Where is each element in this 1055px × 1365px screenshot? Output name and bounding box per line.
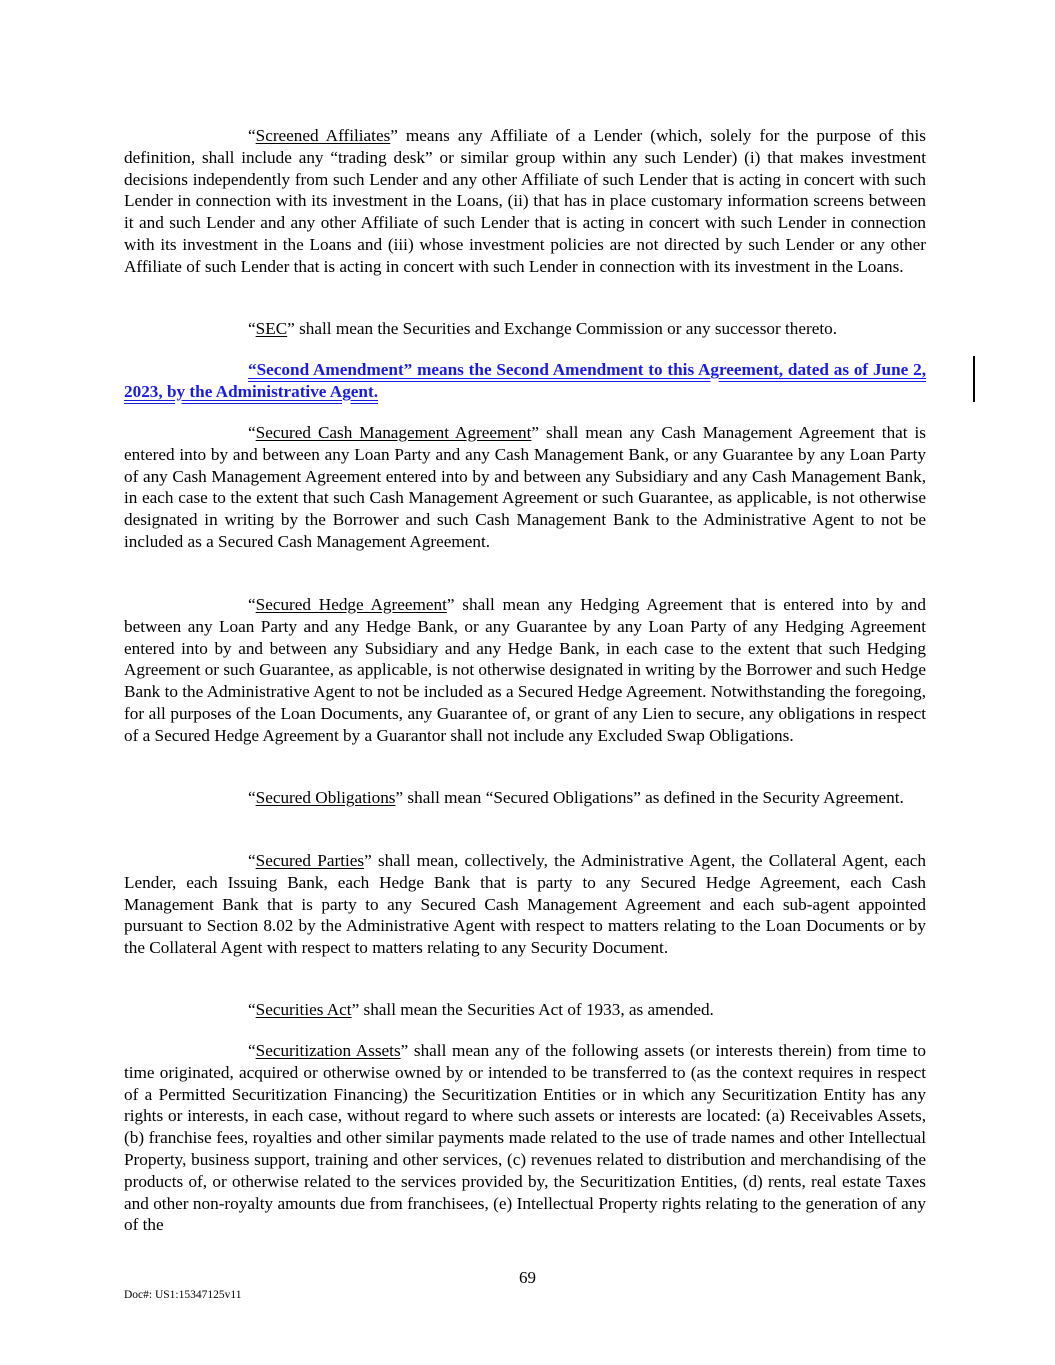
defined-term: Secured Hedge Agreement <box>255 595 447 614</box>
defined-term: Securitization Assets <box>255 1041 401 1060</box>
defined-term: Secured Parties <box>255 851 365 870</box>
definition-text: ” shall mean any Hedging Agreement that is entered into by and between any Loan Party and any Hedge Bank, or any Guarantee by any Loan Party of any Hedging Agreement entered into by and between any Subsidiary and any Hedge Bank, in each case to the extent that such Hedging Agreement or such Guarantee, as applicable, is not otherwise designated in writing by the Borrower and such Hedge Bank to the Administrative Agent to not be included as a Secured Hedge Agreement. Notwithstanding the foregoing, for all purposes of the Loan Documents, any Guarantee of, or grant of any Lien to secure, any obligations in respect of a Secured Hedge Agreement by a Guarantor shall not include any Excluded Swap Obligations. <box>124 595 926 745</box>
definition-text: ” shall mean the Securities and Exchange Commission or any successor thereto. <box>287 319 838 338</box>
definition-text: ” shall mean any of the following assets (or interests therein) from time to time originated, acquired or otherwise owned by or intended to be transferred to (as the context requires in respect of a Permitted Securitization Financing) the Securitization Entities or in which any Securitization Entity has any rights or interests, in each case, without regard to where such assets or interests are located: (a) Receivables Assets, (b) franchise fees, royalties and other similar payments made related to the use of trade names and other Intellectual Property, business support, training and other services, (c) revenues related to distribution and merchandising of the products of, or otherwise related to the services provided by, the Securitization Entities, (d) rents, real estate Taxes and other non-royalty amounts due from franchisees, (e) Intellectual Property rights relating to the generation of any of the <box>124 1041 926 1235</box>
definition-text: ” shall mean, collectively, the Administrative Agent, the Collateral Agent, each Lender, each Issuing Bank, each Hedge Bank that is party to any Secured Hedge Agreement, each Cash Management Bank that is party to any Secured Cash Management Agreement and each sub-agent appointed pursuant to Section 8.02 by the Administrative Agent with respect to matters relating to the Loan Documents or by the Collateral Agent with respect to matters relating to any Security Document. <box>124 851 926 958</box>
definition-secured-cash-management-agreement: “Secured Cash Management Agreement” shall mean any Cash Management Agreement that is entered into by and between any Loan Party and any Cash Management Bank, or any Guarantee by any Loan Party of any Cash Management Agreement entered into by and between any Subsidiary and any Cash Management Bank, in each case to the extent that such Cash Management Agreement or such Guarantee, as applicable, is not otherwise designated in writing by the Borrower and such Cash Management Bank to the Administrative Agent to not be included as a Secured Cash Management Agreement. <box>124 423 926 551</box>
definition-text: ” shall mean the Securities Act of 1933, as amended. <box>351 1000 714 1019</box>
definition-text: ” shall mean any Cash Management Agreement that is entered into by and between any Loan Party and any Cash Management Bank, or any Guarantee by any Loan Party of any Cash Management Agreement entered into by and between any Subsidiary and any Cash Management Bank, in each case to the extent that such Cash Management Agreement or such Guarantee, as applicable, is not otherwise designated in writing by the Borrower and such Cash Management Bank to the Administrative Agent to not be included as a Secured Cash Management Agreement. <box>124 423 926 551</box>
defined-term: Secured Obligations <box>255 788 396 807</box>
definition-secured-obligations: “Secured Obligations” shall mean “Secured Obligations” as defined in the Security Agreement. <box>248 788 904 807</box>
defined-term: Screened Affiliates <box>255 126 391 145</box>
defined-term: SEC <box>255 319 288 338</box>
definition-text: ” shall mean “Secured Obligations” as defined in the Security Agreement. <box>395 788 904 807</box>
change-bar <box>973 356 975 402</box>
document-id-footer: Doc#: US1:15347125v11 <box>124 1289 242 1301</box>
page-number: 69 <box>519 1268 536 1287</box>
definition-text: ” means any Affiliate of a Lender (which, solely for the purpose of this definition, shall include any “trading desk” or similar group within any such Lender) (i) that makes investment decisions independently from such Lender and any other Affiliate of such Lender that is acting in concert with such Lender in connection with its investment in the Loans, (ii) that has in place customary information screens between it and such Lender and any other Affiliate of such Lender that is acting in concert with such Lender in connection with its investment in the Loans and (iii) whose investment policies are not directed by such Lender or any other Affiliate of such Lender that is acting in concert with such Lender in connection with its investment in the Loans. <box>124 126 926 276</box>
defined-term: Securities Act <box>255 1000 352 1019</box>
inserted-text: “Second Amendment” means the Second Amendment to this Agreement, dated as of June 2, 2023, by the Administrative Agent. <box>124 360 926 401</box>
defined-term: Secured Cash Management Agreement <box>255 423 532 442</box>
definition-sec: “SEC” shall mean the Securities and Exchange Commission or any successor thereto. <box>248 319 838 338</box>
definition-secured-hedge-agreement: “Secured Hedge Agreement” shall mean any Hedging Agreement that is entered into by and between any Loan Party and any Hedge Bank, or any Guarantee by any Loan Party of any Hedging Agreement entered into by and between any Subsidiary and any Hedge Bank, in each case to the extent that such Hedging Agreement or such Guarantee, as applicable, is not otherwise designated in writing by the Borrower and such Hedge Bank to the Administrative Agent to not be included as a Secured Hedge Agreement. Notwithstanding the foregoing, for all purposes of the Loan Documents, any Guarantee of, or grant of any Lien to secure, any obligations in respect of a Secured Hedge Agreement by a Guarantor shall not include any Excluded Swap Obligations. <box>124 595 926 745</box>
definition-secured-parties: “Secured Parties” shall mean, collectively, the Administrative Agent, the Collateral Agent, each Lender, each Issuing Bank, each Hedge Bank that is party to any Secured Hedge Agreement, each Cash Management Bank that is party to any Secured Cash Management Agreement and each sub-agent appointed pursuant to Section 8.02 by the Administrative Agent with respect to matters relating to the Loan Documents or by the Collateral Agent with respect to matters relating to any Security Document. <box>124 851 926 958</box>
definition-second-amendment-insertion <box>124 359 926 403</box>
definition-securitization-assets: “Securitization Assets” shall mean any of the following assets (or interests therein) from time to time originated, acquired or otherwise owned by or intended to be transferred to (as the context requires in respect of a Permitted Securitization Financing) the Securitization Entities or in which any Securitization Entity has any rights or interests, in each case, without regard to where such assets or interests are located: (a) Receivables Assets, (b) franchise fees, royalties and other similar payments made related to the use of trade names and other Intellectual Property, business support, training and other services, (c) revenues related to distribution and merchandising of the products of, or otherwise related to the services provided by, the Securitization Entities, (d) rents, real estate Taxes and other non-royalty amounts due from franchisees, (e) Intellectual Property rights relating to the generation of any of the <box>124 1041 926 1235</box>
definition-securities-act: “Securities Act” shall mean the Securities Act of 1933, as amended. <box>248 1000 714 1019</box>
definition-screened-affiliates: “Screened Affiliates” means any Affiliate of a Lender (which, solely for the purpose of this definition, shall include any “trading desk” or similar group within any such Lender) (i) that makes investment decisions independently from such Lender and any other Affiliate of such Lender that is acting in concert with such Lender in connection with its investment in the Loans, (ii) that has in place customary information screens between it and such Lender and any other Affiliate of such Lender that is acting in concert with such Lender in connection with its investment in the Loans and (iii) whose investment policies are not directed by such Lender or any other Affiliate of such Lender that is acting in concert with such Lender in connection with its investment in the Loans. <box>124 126 926 276</box>
